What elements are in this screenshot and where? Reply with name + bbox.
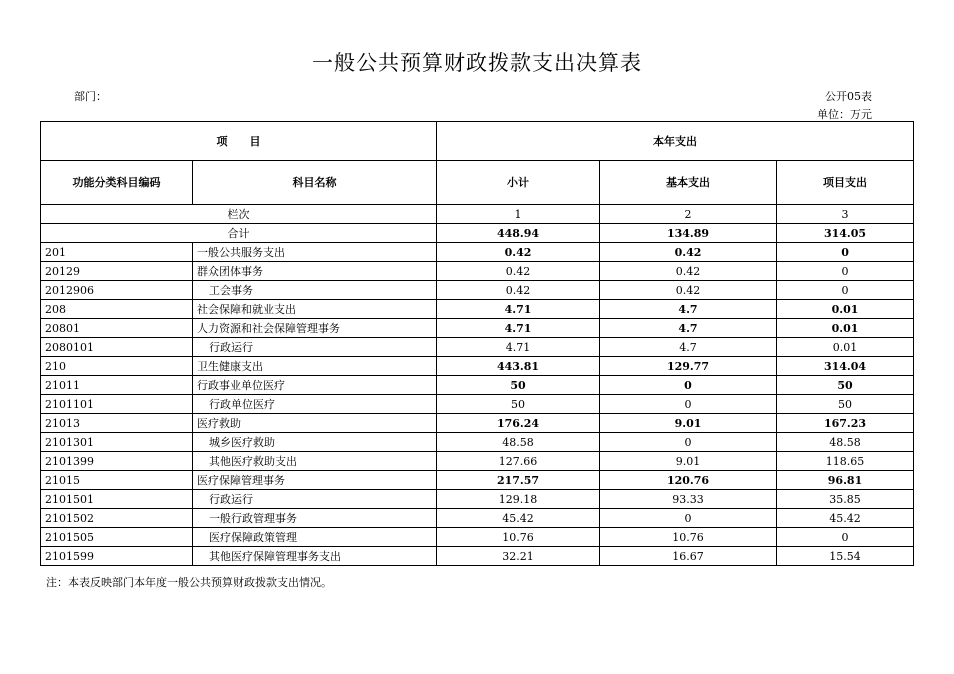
column-index-row [41,205,914,224]
total-project: 314.05 [777,224,914,243]
table-row [41,433,914,452]
row-code: 210 [41,357,193,376]
row-project: 15.54 [777,547,914,566]
table-row [41,319,914,338]
table-row [41,452,914,471]
row-basic: 4.7 [600,319,777,338]
total-subtotal: 448.94 [437,224,600,243]
row-name: 城乡医疗救助 [193,433,437,452]
row-basic: 4.7 [600,338,777,357]
row-project: 45.42 [777,509,914,528]
row-code: 20129 [41,262,193,281]
row-code: 2080101 [41,338,193,357]
header-subtotal: 小计 [437,161,600,205]
row-basic: 0 [600,376,777,395]
row-project: 0 [777,243,914,262]
row-code: 21011 [41,376,193,395]
row-subtotal: 217.57 [437,471,600,490]
row-name: 医疗救助 [193,414,437,433]
row-project: 50 [777,395,914,414]
row-code: 2101501 [41,490,193,509]
row-name: 卫生健康支出 [193,357,437,376]
row-subtotal: 4.71 [437,300,600,319]
row-basic: 93.33 [600,490,777,509]
row-code: 2101399 [41,452,193,471]
row-project: 48.58 [777,433,914,452]
header-basic: 基本支出 [600,161,777,205]
row-subtotal: 50 [437,376,600,395]
row-name: 其他医疗救助支出 [193,452,437,471]
row-basic: 16.67 [600,547,777,566]
row-name: 社会保障和就业支出 [193,300,437,319]
unit-label: 单位：万元 [817,108,872,121]
row-basic: 9.01 [600,452,777,471]
row-project: 0 [777,281,914,300]
row-subtotal: 4.71 [437,338,600,357]
column-index-1: 1 [437,205,600,224]
row-name: 行政运行 [193,338,437,357]
row-project: 0.01 [777,319,914,338]
header-row-2 [41,161,914,205]
column-index-2: 2 [600,205,777,224]
row-subtotal: 45.42 [437,509,600,528]
row-basic: 0 [600,433,777,452]
table-row [41,395,914,414]
row-name: 一般公共服务支出 [193,243,437,262]
row-name: 医疗保障管理事务 [193,471,437,490]
footnote: 注：本表反映部门本年度一般公共预算财政拨款支出情况。 [46,576,332,589]
row-subtotal: 0.42 [437,262,600,281]
row-name: 工会事务 [193,281,437,300]
row-basic: 129.77 [600,357,777,376]
form-number: 公开05表 [825,90,872,103]
table-row [41,490,914,509]
row-basic: 4.7 [600,300,777,319]
row-basic: 0 [600,395,777,414]
row-name: 其他医疗保障管理事务支出 [193,547,437,566]
header-code: 功能分类科目编码 [41,161,193,205]
expenditure-table [40,121,914,566]
table-row [41,414,914,433]
row-basic: 0.42 [600,262,777,281]
row-name: 行政运行 [193,490,437,509]
row-project: 0.01 [777,338,914,357]
row-subtotal: 129.18 [437,490,600,509]
row-basic: 10.76 [600,528,777,547]
row-code: 21013 [41,414,193,433]
department-label: 部门： [74,90,107,103]
table-row [41,528,914,547]
row-subtotal: 50 [437,395,600,414]
row-subtotal: 443.81 [437,357,600,376]
column-index-3: 3 [777,205,914,224]
total-basic: 134.89 [600,224,777,243]
table-row [41,357,914,376]
row-code: 2101301 [41,433,193,452]
row-subtotal: 0.42 [437,281,600,300]
row-code: 201 [41,243,193,262]
row-basic: 0.42 [600,281,777,300]
row-name: 群众团体事务 [193,262,437,281]
table-row [41,281,914,300]
row-name: 一般行政管理事务 [193,509,437,528]
row-code: 2101599 [41,547,193,566]
row-code: 21015 [41,471,193,490]
row-project: 118.65 [777,452,914,471]
table-row [41,376,914,395]
header-current-year: 本年支出 [437,122,914,161]
row-project: 35.85 [777,490,914,509]
row-name: 人力资源和社会保障管理事务 [193,319,437,338]
page-title: 一般公共预算财政拨款支出决算表 [312,51,642,75]
table-row [41,243,914,262]
header-project-exp: 项目支出 [777,161,914,205]
row-subtotal: 32.21 [437,547,600,566]
row-project: 96.81 [777,471,914,490]
row-name: 行政单位医疗 [193,395,437,414]
row-basic: 9.01 [600,414,777,433]
row-subtotal: 48.58 [437,433,600,452]
row-basic: 120.76 [600,471,777,490]
row-code: 20801 [41,319,193,338]
row-name: 行政事业单位医疗 [193,376,437,395]
row-subtotal: 0.42 [437,243,600,262]
row-code: 2101502 [41,509,193,528]
row-basic: 0 [600,509,777,528]
row-subtotal: 127.66 [437,452,600,471]
column-index-label: 栏次 [41,205,437,224]
header-row-1 [41,122,914,161]
row-code: 2101505 [41,528,193,547]
table-row [41,471,914,490]
table-row [41,300,914,319]
row-basic: 0.42 [600,243,777,262]
row-project: 0.01 [777,300,914,319]
row-code: 2012906 [41,281,193,300]
row-code: 208 [41,300,193,319]
row-code: 2101101 [41,395,193,414]
table-row [41,338,914,357]
row-subtotal: 4.71 [437,319,600,338]
header-name: 科目名称 [193,161,437,205]
total-label: 合计 [41,224,437,243]
row-subtotal: 10.76 [437,528,600,547]
row-project: 0 [777,528,914,547]
total-row [41,224,914,243]
row-project: 314.04 [777,357,914,376]
row-name: 医疗保障政策管理 [193,528,437,547]
header-project: 项 目 [41,122,437,161]
table-row [41,547,914,566]
row-project: 0 [777,262,914,281]
row-project: 50 [777,376,914,395]
row-subtotal: 176.24 [437,414,600,433]
table-row [41,509,914,528]
table-row [41,262,914,281]
row-project: 167.23 [777,414,914,433]
